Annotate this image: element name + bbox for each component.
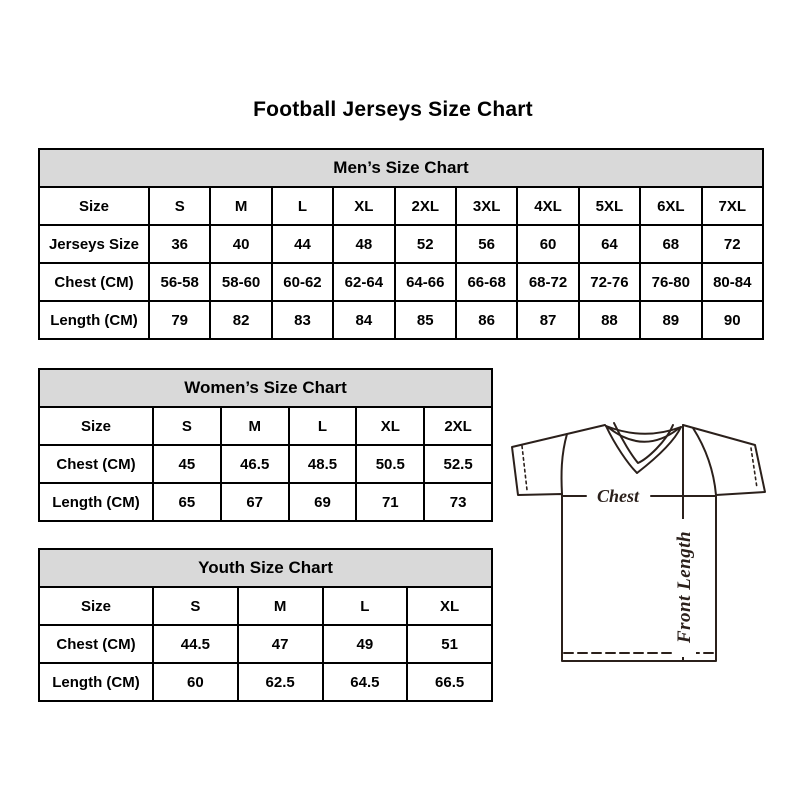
table-row <box>39 301 763 339</box>
value-cell: 83 <box>272 301 333 339</box>
row-label-cell: Length (CM) <box>39 483 153 521</box>
table-row <box>39 483 492 521</box>
table-title: Youth Size Chart <box>39 549 492 587</box>
jersey-measurement-diagram <box>505 415 768 665</box>
value-cell: 62-64 <box>333 263 394 301</box>
value-cell: 82 <box>210 301 271 339</box>
mens-size-table <box>38 148 764 340</box>
value-cell: 52 <box>395 225 456 263</box>
value-cell: S <box>149 187 210 225</box>
value-cell: 50.5 <box>356 445 424 483</box>
value-cell: 6XL <box>640 187 701 225</box>
value-cell: 2XL <box>395 187 456 225</box>
value-cell: 44 <box>272 225 333 263</box>
value-cell: L <box>272 187 333 225</box>
value-cell: 68 <box>640 225 701 263</box>
value-cell: 60 <box>517 225 578 263</box>
row-label-cell: Jerseys Size <box>39 225 149 263</box>
value-cell: 48 <box>333 225 394 263</box>
value-cell: 76-80 <box>640 263 701 301</box>
value-cell: 44.5 <box>153 625 238 663</box>
value-cell: 64.5 <box>323 663 408 701</box>
value-cell: 36 <box>149 225 210 263</box>
table-row <box>39 407 492 445</box>
value-cell: S <box>153 587 238 625</box>
value-cell: 5XL <box>579 187 640 225</box>
value-cell: 64-66 <box>395 263 456 301</box>
value-cell: XL <box>407 587 492 625</box>
value-cell: 46.5 <box>221 445 289 483</box>
value-cell: 56-58 <box>149 263 210 301</box>
table-row <box>39 187 763 225</box>
value-cell: 87 <box>517 301 578 339</box>
value-cell: 45 <box>153 445 221 483</box>
row-label-cell: Length (CM) <box>39 301 149 339</box>
table-row <box>39 225 763 263</box>
table-row <box>39 587 492 625</box>
right-sleeve-seam <box>693 428 716 495</box>
table-row <box>39 263 763 301</box>
row-label-cell: Chest (CM) <box>39 445 153 483</box>
value-cell: 84 <box>333 301 394 339</box>
value-cell: 49 <box>323 625 408 663</box>
value-cell: 67 <box>221 483 289 521</box>
value-cell: 66.5 <box>407 663 492 701</box>
value-cell: 56 <box>456 225 517 263</box>
value-cell: 47 <box>238 625 323 663</box>
value-cell: 68-72 <box>517 263 578 301</box>
table-row <box>39 445 492 483</box>
row-label-cell: Size <box>39 187 149 225</box>
value-cell: 90 <box>702 301 763 339</box>
value-cell: M <box>210 187 271 225</box>
value-cell: 3XL <box>456 187 517 225</box>
value-cell: 51 <box>407 625 492 663</box>
table-title: Men’s Size Chart <box>39 149 763 187</box>
value-cell: 7XL <box>702 187 763 225</box>
value-cell: 80-84 <box>702 263 763 301</box>
value-cell: 72 <box>702 225 763 263</box>
value-cell: 40 <box>210 225 271 263</box>
value-cell: 86 <box>456 301 517 339</box>
row-label-cell: Size <box>39 407 153 445</box>
value-cell: 89 <box>640 301 701 339</box>
row-label-cell: Size <box>39 587 153 625</box>
value-cell: 88 <box>579 301 640 339</box>
womens-size-table <box>38 368 493 522</box>
row-label-cell: Chest (CM) <box>39 625 153 663</box>
value-cell: 66-68 <box>456 263 517 301</box>
jersey-outline <box>512 425 765 661</box>
left-cuff-stitch-line <box>522 446 527 490</box>
value-cell: 85 <box>395 301 456 339</box>
value-cell: 72-76 <box>579 263 640 301</box>
value-cell: 73 <box>424 483 492 521</box>
front-length-label: Front Length <box>674 530 695 644</box>
table-row <box>39 663 492 701</box>
value-cell: 60-62 <box>272 263 333 301</box>
value-cell: 71 <box>356 483 424 521</box>
value-cell: 48.5 <box>289 445 357 483</box>
value-cell: 4XL <box>517 187 578 225</box>
table-row <box>39 625 492 663</box>
value-cell: M <box>238 587 323 625</box>
table-title: Women’s Size Chart <box>39 369 492 407</box>
value-cell: 69 <box>289 483 357 521</box>
value-cell: M <box>221 407 289 445</box>
value-cell: L <box>289 407 357 445</box>
value-cell: XL <box>333 187 394 225</box>
youth-size-table <box>38 548 493 702</box>
value-cell: 52.5 <box>424 445 492 483</box>
row-label-cell: Length (CM) <box>39 663 153 701</box>
value-cell: 58-60 <box>210 263 271 301</box>
chest-label: Chest <box>596 486 640 506</box>
value-cell: 65 <box>153 483 221 521</box>
value-cell: 64 <box>579 225 640 263</box>
left-sleeve-seam <box>562 434 567 494</box>
value-cell: 2XL <box>424 407 492 445</box>
value-cell: XL <box>356 407 424 445</box>
value-cell: 79 <box>149 301 210 339</box>
page-title: Football Jerseys Size Chart <box>253 98 533 121</box>
value-cell: 62.5 <box>238 663 323 701</box>
value-cell: 60 <box>153 663 238 701</box>
row-label-cell: Chest (CM) <box>39 263 149 301</box>
value-cell: L <box>323 587 408 625</box>
value-cell: S <box>153 407 221 445</box>
